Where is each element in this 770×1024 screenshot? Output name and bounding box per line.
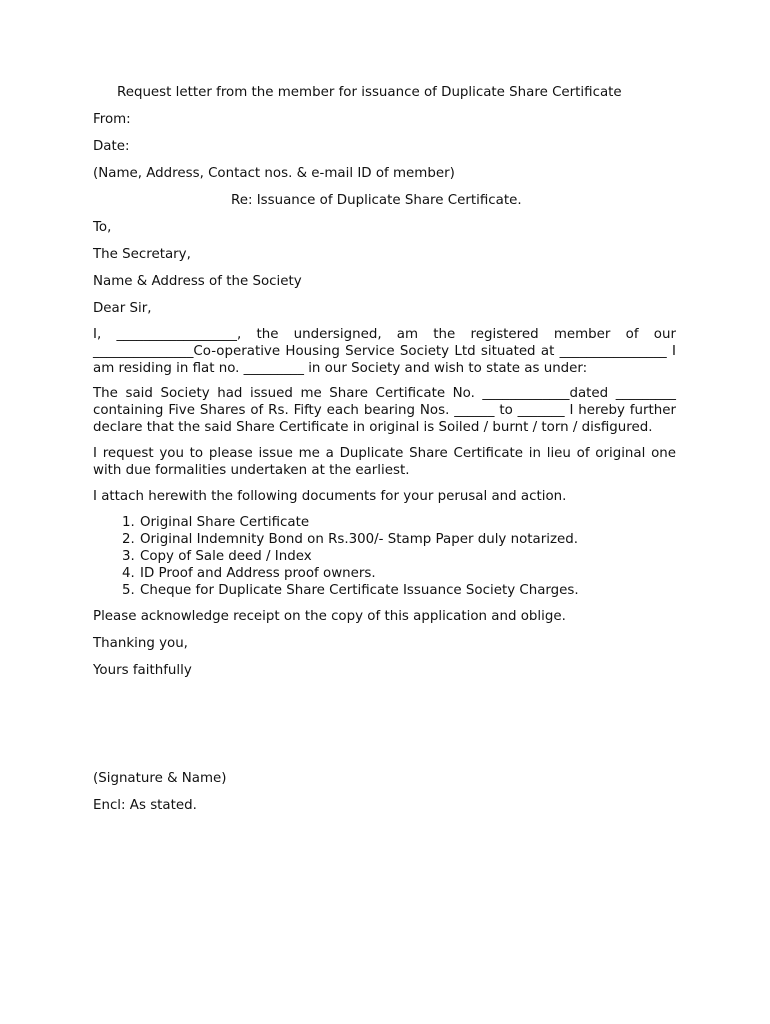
society-line: Name & Address of the Society [93, 274, 302, 289]
date-line: Date: [93, 139, 130, 154]
thanks-line: Thanking you, [93, 636, 188, 652]
list-item: 3. Copy of Sale deed / Index [139, 549, 676, 566]
salutation: Dear Sir, [93, 301, 152, 316]
signature-space [93, 680, 676, 770]
list-item: 5. Cheque for Duplicate Share Certificate Issuance Society Charges. [139, 583, 676, 600]
letter-title: Request letter from the member for issuance of Duplicate Share Certificate [117, 85, 622, 100]
list-item: 4. ID Proof and Address proof owners. [139, 566, 676, 583]
signature-line: (Signature & Name) [93, 771, 227, 787]
attach-intro: I attach herewith the following documents for your perusal and action. [93, 489, 567, 505]
list-item: 1. Original Share Certificate [139, 515, 676, 532]
documents-list [93, 515, 676, 599]
to-line: To, [93, 220, 112, 235]
list-item: 2. Original Indemnity Bond on Rs.300/- Stamp Paper duly notarized. [139, 532, 676, 549]
recipient-line: The Secretary, [93, 247, 191, 262]
paragraph-membership: I, __________________, the undersigned, am the registered member of our _______________Co-operative Housing Service Society Ltd situated at ________________ I am residing in flat no. _________ in our Society and wish to state as under: [93, 327, 676, 376]
paragraph-certificate-details: The said Society had issued me Share Certificate No. _____________dated _________ containing Five Shares of Rs. Fifty each bearing Nos. ______ to _______ I hereby further declare that the said Share Certificate in original is Soiled / burnt / torn / disfigured. [93, 386, 676, 435]
from-line: From: [93, 112, 131, 127]
enclosure-line: Encl: As stated. [93, 798, 197, 814]
paragraph-request: I request you to please issue me a Duplicate Share Certificate in lieu of original one with due formalities undertaken at the earliest. [93, 445, 676, 478]
member-details-line: (Name, Address, Contact nos. & e-mail ID of member) [93, 166, 455, 181]
subject-line: Re: Issuance of Duplicate Share Certificate. [231, 193, 522, 208]
acknowledge-line: Please acknowledge receipt on the copy of this application and oblige. [93, 609, 566, 625]
letter-page [93, 84, 676, 824]
closing-line: Yours faithfully [93, 663, 192, 679]
